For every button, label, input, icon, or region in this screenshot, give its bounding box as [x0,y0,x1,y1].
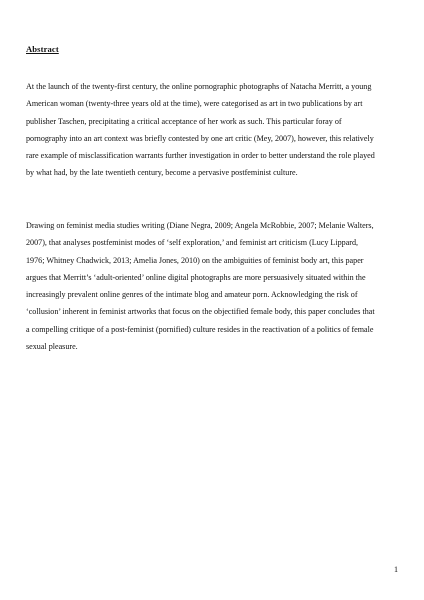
text-line: rare example of misclassification warrants further investigation in order to better understand the role played [26,151,375,161]
abstract-paragraph-2 [26,217,400,355]
abstract-paragraph-1 [26,78,400,182]
page-number: 1 [393,565,398,574]
text-line: American woman (twenty-three years old at the time), were categorised as art in two publications by art [26,99,363,109]
abstract-heading: Abstract [26,44,59,54]
text-line: by what had, by the late twentieth century, become a pervasive postfeminist culture. [26,168,298,178]
text-line: publisher Taschen, precipitating a critical acceptance of her work as such. This particular foray of [26,116,342,126]
text-line: argues that Merritt’s ‘adult-oriented’ online digital photographs are more persuasively situated within the [26,272,366,282]
text-line: Drawing on feminist media studies writing (Diane Negra, 2009; Angela McRobbie, 2007; Melanie Walters, [26,221,374,230]
text-line: a compelling critique of a post-feminist (pornified) culture resides in the reactivation of a politics of female [26,324,374,334]
text-line: pornography into an art context was briefly contested by one art critic (Mey, 2007), however, this relatively [26,133,374,143]
text-line: increasingly prevalent online genres of the intimate blog and amateur porn. Acknowledging the risk of [26,290,358,300]
text-line: ‘collusion’ inherent in feminist artworks that focus on the objectified female body, this paper concludes that [26,307,375,317]
text-line: 2007), that analyses postfeminist modes of ‘self exploration,’ and feminist art criticism (Lucy Lippard, [26,238,359,248]
text-line: sexual pleasure. [26,342,78,352]
text-line: 1976; Whitney Chadwick, 2013; Amelia Jones, 2010) on the ambiguities of feminist body art, this paper [26,255,364,265]
text-line: At the launch of the twenty-first century, the online pornographic photographs of Natacha Merritt, a young [26,82,372,91]
